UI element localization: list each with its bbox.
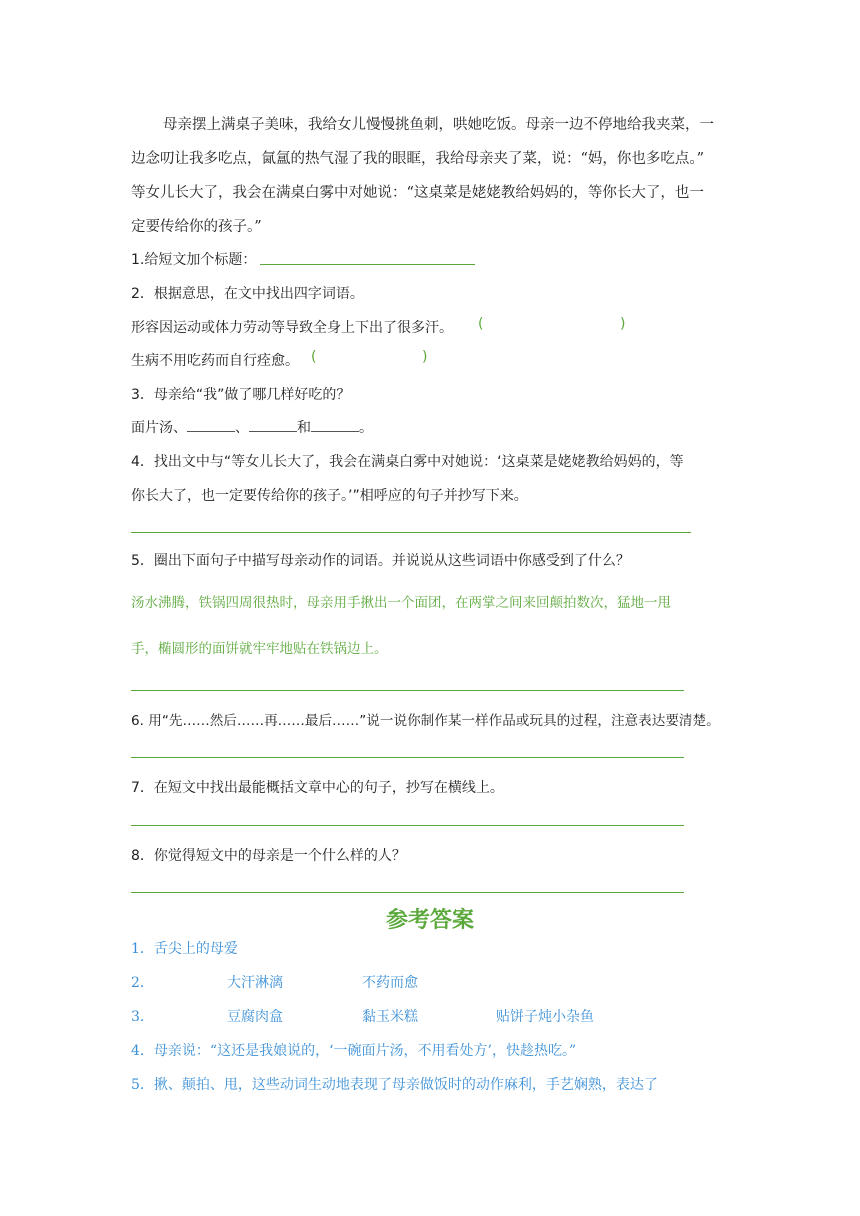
answer-line-q6[interactable] (131, 757, 684, 758)
question-2a-text: 形容因运动或体力劳动等导致全身上下出了很多汗。 (131, 320, 453, 336)
question-5-quote-line-1: 汤水沸腾，铁锅四周很热时，母亲用手揪出一个面团，在两掌之间来回颠拍数次，猛地一甩 (131, 595, 671, 611)
answers-title: 参考答案 (385, 908, 474, 933)
answer-3-word-3: 贴饼子炖小杂鱼 (496, 1009, 594, 1025)
answer-line-q5[interactable] (131, 690, 684, 691)
q3-blank-1[interactable] (187, 419, 235, 432)
question-1: 1.给短文加个标题： (131, 252, 257, 268)
answer-2-number: 2． (131, 975, 154, 991)
question-8: 8．你觉得短文中的母亲是一个什么样的人？ (131, 848, 406, 864)
question-5-quote-line-2: 手，椭圆形的面饼就牢牢地贴在铁锅边上。 (131, 641, 388, 657)
answer-3-word-1: 豆腐肉盒 (227, 1009, 283, 1025)
answer-line-q8[interactable] (131, 892, 684, 893)
paren-open-2a: ( (478, 316, 484, 332)
q3-sep-1: 、 (235, 420, 249, 436)
passage-line-2: 边念叨让我多吃点，氤氲的热气湿了我的眼眶，我给母亲夹了菜，说：“妈，你也多吃点。” (131, 151, 705, 167)
question-4-line-1: 4．找出文中与“等女儿长大了，我会在满桌白雾中对她说：‘这桌菜是姥姥教给妈妈的，等 (131, 454, 684, 470)
question-5: 5．圈出下面句子中描写母亲动作的词语。并说说从这些词语中你感受到了什么？ (131, 553, 630, 569)
passage-line-1: 母亲摆上满桌子美味，我给女儿慢慢挑鱼刺，哄她吃饭。母亲一边不停地给我夹菜，一 (163, 117, 714, 133)
answer-line-q4[interactable] (131, 532, 691, 533)
paren-close-2a: ) (620, 316, 626, 332)
passage-line-4: 定要传给你的孩子。” (131, 219, 262, 235)
passage-line-3: 等女儿长大了，我会在满桌白雾中对她说：“这桌菜是姥姥教给妈妈的，等你长大了，也一 (131, 185, 704, 201)
answer-line-q1[interactable] (260, 264, 475, 265)
question-2b: 生病不用吃药而自行痊愈。 (131, 353, 299, 369)
paren-close-2b: ) (422, 349, 428, 365)
question-6: 6. 用“先……然后……再……最后……”说一说你制作某一样作品或玩具的过程，注意表达要清楚。 (131, 713, 720, 729)
answer-line-q7[interactable] (131, 825, 684, 826)
answer-1: 1．舌尖上的母爱 (131, 941, 238, 957)
answer-4: 4．母亲说：“这还是我娘说的，‘一碗面片汤，不用看处方’，快趁热吃。” (131, 1043, 577, 1059)
q3-end: 。 (359, 420, 373, 436)
answer-2-word-1: 大汗淋漓 (227, 975, 283, 991)
answer-3-word-2: 黏玉米糕 (362, 1009, 418, 1025)
q3-sep-2: 和 (297, 420, 311, 436)
answer-5: 5．揪、颠拍、甩，这些动词生动地表现了母亲做饭时的动作麻利，手艺娴熟，表达了 (131, 1077, 658, 1093)
answer-3-number: 3． (131, 1009, 154, 1025)
paren-open-2b: ( (311, 349, 317, 365)
question-2: 2．根据意思，在文中找出四字词语。 (131, 286, 364, 302)
question-2a (131, 317, 453, 337)
question-3: 3．母亲给“我”做了哪几样好吃的？ (131, 387, 351, 403)
question-4-line-2: 你长大了，也一定要传给你的孩子。’”相呼应的句子并抄写下来。 (131, 488, 528, 504)
question-3-answer-row (131, 417, 373, 437)
question-7: 7．在短文中找出最能概括文章中心的句子，抄写在横线上。 (131, 780, 504, 796)
q3-blank-2[interactable] (249, 419, 297, 432)
q3-blank-3[interactable] (311, 419, 359, 432)
answer-2-word-2: 不药而愈 (362, 975, 418, 991)
q3-start: 面片汤、 (131, 420, 187, 436)
